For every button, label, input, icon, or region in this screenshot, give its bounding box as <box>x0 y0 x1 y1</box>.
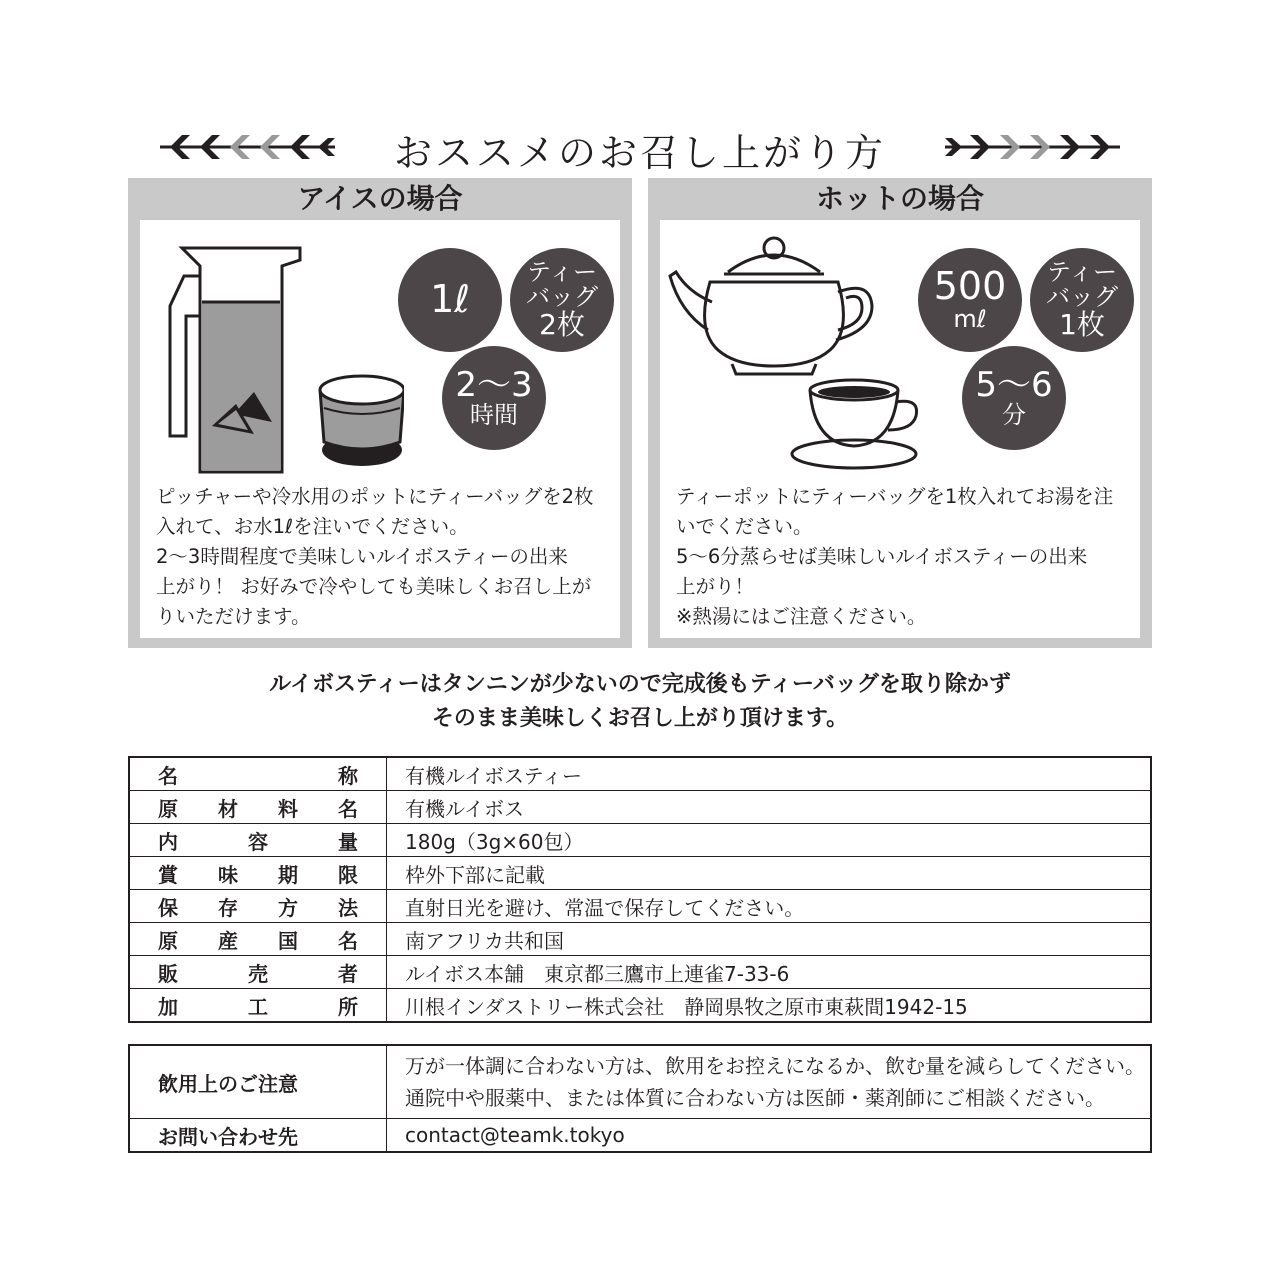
serving-note <box>0 668 1280 736</box>
row-label-char: 材 <box>218 796 238 821</box>
row-label-char: 名 <box>338 928 358 953</box>
row-label <box>129 824 387 857</box>
row-value: 枠外下部に記載 <box>387 857 1152 890</box>
water-volume-badge <box>918 248 1022 352</box>
row-value: 180g（3g×60包） <box>387 824 1152 857</box>
teabag-label-1: ティー <box>1046 258 1118 287</box>
row-label-char: 原 <box>158 796 178 821</box>
row-label-chars <box>158 892 358 921</box>
row-label-char: 量 <box>338 829 358 854</box>
row-label-chars <box>158 793 358 822</box>
row-label <box>129 956 387 989</box>
hot-heading: ホットの場合 <box>815 182 984 215</box>
row-label-char: 国 <box>278 928 298 953</box>
note-line: ルイボスティーはタンニンが少ないので完成後もティーバッグを取り除かず <box>269 672 1011 697</box>
teabag-count-badge <box>510 248 614 352</box>
row-label-char: 名 <box>338 796 358 821</box>
steep-time-badge <box>442 346 546 450</box>
row-value: 川根インダストリー株式会社 静岡県牧之原市東萩間1942-15 <box>387 989 1152 1023</box>
table-row <box>129 890 1151 923</box>
page-title: おススメのお召し上がり方 <box>393 131 886 175</box>
ice-text-line: 上がり！ お好みで冷やしても美味しくお召し上が <box>156 575 592 598</box>
row-label-char: 加 <box>158 994 178 1019</box>
note-line: そのまま美味しくお召し上がり頂けます。 <box>431 706 849 731</box>
row-label-char: 者 <box>338 961 358 986</box>
hot-text-line: ティーポットにティーバッグを1枚入れてお湯を注 <box>676 485 1114 508</box>
row-label-char: 内 <box>158 829 178 854</box>
row-label-char: 賞 <box>158 862 178 887</box>
product-info-table <box>128 756 1152 1023</box>
steep-time-value: 5〜6 <box>975 364 1053 405</box>
water-volume: 1ℓ <box>430 277 470 322</box>
caution-line: 万が一体調に合わない方は、飲用をお控えになるか、飲む量を減らしてください。 <box>405 1054 1145 1078</box>
teabag-count: 2枚 <box>539 308 585 342</box>
ice-panel-body <box>140 220 620 638</box>
hot-text-line: ※熱湯にはご注意ください。 <box>676 605 927 628</box>
hot-text-line: 5〜6分蒸らせば美味しいルイボスティーの出来 <box>676 545 1088 568</box>
row-label-chars <box>158 958 358 987</box>
row-label-char: 方 <box>278 895 298 920</box>
caution-text <box>387 1045 1152 1119</box>
table-row <box>129 956 1151 989</box>
contact-label: お問い合わせ先 <box>129 1119 387 1153</box>
left-leaf-ornament-icon <box>160 130 340 164</box>
row-label <box>129 989 387 1023</box>
ice-text-line: 2〜3時間程度で美味しいルイボスティーの出来 <box>156 545 568 568</box>
ice-instructions <box>156 482 610 632</box>
table-row <box>129 923 1151 956</box>
row-label <box>129 857 387 890</box>
row-label <box>129 890 387 923</box>
caution-row <box>129 1045 1151 1119</box>
row-label-char: 売 <box>248 961 268 986</box>
ice-text-line: りいただけます。 <box>156 605 311 628</box>
table-row <box>129 857 1151 890</box>
row-label-char: 所 <box>338 994 358 1019</box>
steep-time-unit: 分 <box>1002 401 1026 430</box>
row-label-char: 味 <box>218 862 238 887</box>
row-label-char: 法 <box>338 895 358 920</box>
row-label-char: 工 <box>248 994 268 1019</box>
ice-text-line: 入れて、お水1ℓを注いでください。 <box>156 515 469 538</box>
row-label-char: 期 <box>278 862 298 887</box>
teabag-label-2: バッグ <box>526 283 598 312</box>
row-label-char: 料 <box>278 796 298 821</box>
row-label-char: 原 <box>158 928 178 953</box>
hot-instructions <box>676 482 1130 632</box>
contact-email[interactable]: contact@teamk.tokyo <box>387 1119 1152 1153</box>
row-label-char: 産 <box>218 928 238 953</box>
teabag-label-1: ティー <box>526 258 598 287</box>
steep-time-unit: 時間 <box>470 401 518 430</box>
hot-text-line: いでください。 <box>676 515 813 538</box>
ice-text-line: ピッチャーや冷水用のポットにティーバッグを2枚 <box>156 485 594 508</box>
row-value: 直射日光を避け、常温で保存してください。 <box>387 890 1152 923</box>
row-label-char: 販 <box>158 961 178 986</box>
row-label <box>129 923 387 956</box>
row-label-char: 称 <box>338 763 358 788</box>
caution-label: 飲用上のご注意 <box>129 1045 387 1119</box>
row-label-char: 限 <box>338 862 358 887</box>
row-label-chars <box>158 826 358 855</box>
row-value: 南アフリカ共和国 <box>387 923 1152 956</box>
row-label-chars <box>158 991 358 1020</box>
hot-text-line: 上がり！ <box>676 575 755 598</box>
title-row <box>160 118 1120 178</box>
steep-time-badge <box>962 346 1066 450</box>
row-label <box>129 791 387 824</box>
table-row <box>129 824 1151 857</box>
pitcher-icon <box>154 236 404 476</box>
water-volume-value: 500 <box>933 264 1007 309</box>
right-leaf-ornament-icon <box>940 130 1120 164</box>
teapot-icon <box>666 230 926 470</box>
row-value: 有機ルイボスティー <box>387 757 1152 791</box>
table-row <box>129 989 1151 1023</box>
teabag-count: 1枚 <box>1059 308 1105 342</box>
teabag-count-badge <box>1030 248 1134 352</box>
row-label-char: 名 <box>158 763 178 788</box>
contact-row <box>129 1119 1151 1153</box>
hot-panel <box>648 178 1152 648</box>
steep-time-value: 2〜3 <box>455 364 533 405</box>
row-label-char: 容 <box>248 829 268 854</box>
row-label-char: 保 <box>158 895 178 920</box>
row-value: ルイボス本舗 東京都三鷹市上連雀7-33-6 <box>387 956 1152 989</box>
water-volume-unit: mℓ <box>953 305 987 334</box>
teabag-label-2: バッグ <box>1046 283 1118 312</box>
row-label-chars <box>158 925 358 954</box>
table-row <box>129 757 1151 791</box>
caution-table <box>128 1044 1152 1153</box>
ice-panel <box>128 178 632 648</box>
hot-panel-body <box>660 220 1140 638</box>
caution-line: 通院中や服薬中、または体質に合わない方は医師・薬剤師にご相談ください。 <box>405 1086 1105 1110</box>
row-value: 有機ルイボス <box>387 791 1152 824</box>
water-volume-badge <box>398 248 502 352</box>
table-row <box>129 791 1151 824</box>
row-label-chars <box>158 760 358 789</box>
ice-heading: アイスの場合 <box>297 182 463 215</box>
row-label-chars <box>158 859 358 888</box>
row-label-char: 存 <box>218 895 238 920</box>
row-label <box>129 757 387 791</box>
